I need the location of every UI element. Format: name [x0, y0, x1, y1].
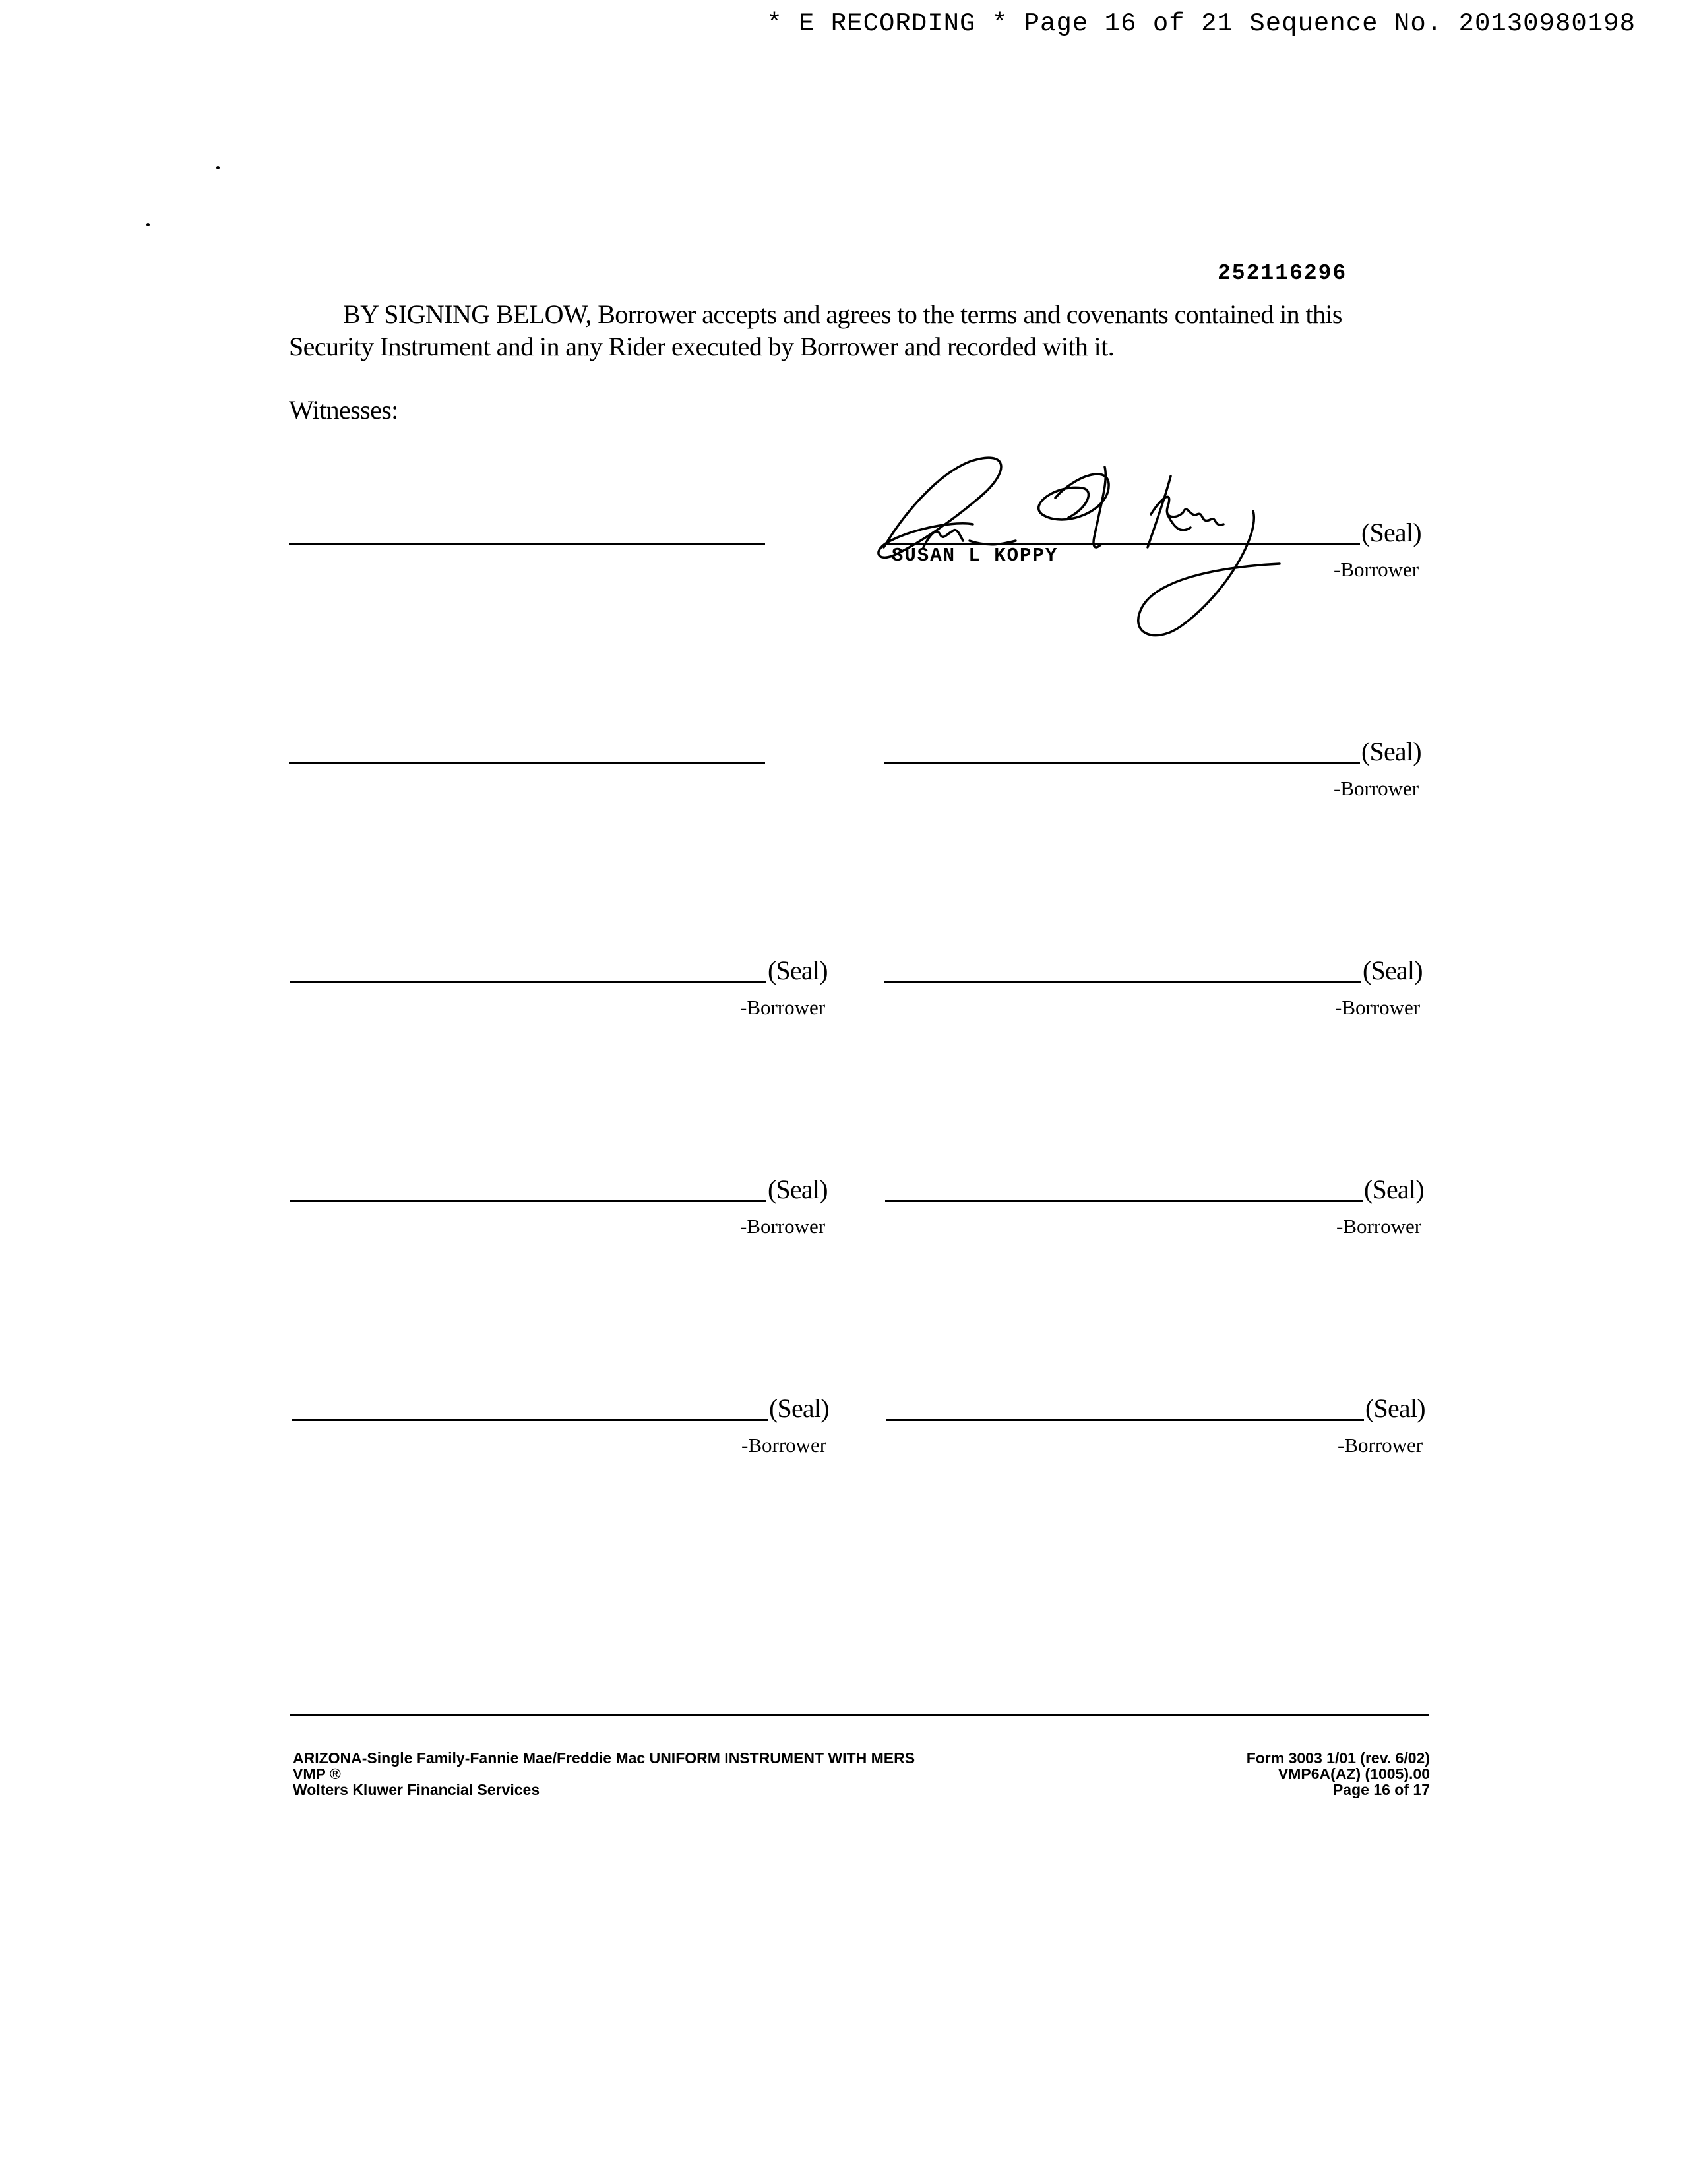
- borrower-signature-line: [885, 1200, 1363, 1202]
- borrower-signature-line: [884, 981, 1361, 983]
- footer-left-line3: Wolters Kluwer Financial Services: [293, 1781, 540, 1798]
- intro-text-line1: BY SIGNING BELOW, Borrower accepts and agrees to the terms and covenants contained in this: [343, 299, 1342, 329]
- footer-right-line2: VMP6A(AZ) (1005).00: [1278, 1765, 1430, 1782]
- loan-number: 252116296: [1218, 261, 1347, 286]
- borrower-signature-line: [290, 1200, 766, 1202]
- witness-signature-line: [289, 762, 765, 764]
- seal-label: (Seal): [768, 956, 828, 985]
- borrower-signature-line: [292, 1419, 768, 1421]
- borrower-signature-line: [886, 1419, 1364, 1421]
- handwritten-signature: [857, 435, 1319, 659]
- borrower-label: -Borrower: [1334, 558, 1419, 581]
- footer-form-number: [1247, 1750, 1430, 1798]
- seal-label: (Seal): [1363, 956, 1423, 985]
- borrower-signature-line: [290, 981, 766, 983]
- scan-speck: [146, 223, 150, 226]
- seal-label: (Seal): [768, 1174, 828, 1204]
- scan-speck: [216, 166, 220, 169]
- witnesses-label: Witnesses:: [289, 395, 398, 425]
- seal-label: (Seal): [1364, 1174, 1424, 1204]
- intro-paragraph: [289, 298, 1423, 363]
- footer-form-description: [293, 1750, 915, 1798]
- seal-label: (Seal): [1365, 1393, 1425, 1423]
- signer-name: SUSAN L KOPPY: [892, 545, 1059, 566]
- borrower-label: -Borrower: [741, 1434, 827, 1457]
- intro-text-line2: Security Instrument and in any Rider executed by Borrower and recorded with it.: [289, 332, 1115, 361]
- borrower-signature-line: [884, 762, 1360, 764]
- footer-right-line3: Page 16 of 17: [1332, 1781, 1430, 1798]
- footer-right-line1: Form 3003 1/01 (rev. 6/02): [1246, 1749, 1430, 1767]
- footer-left-line1: ARIZONA-Single Family-Fannie Mae/Freddie Mac UNIFORM INSTRUMENT WITH MERS: [293, 1749, 915, 1767]
- borrower-label: -Borrower: [1336, 1215, 1422, 1238]
- borrower-label: -Borrower: [740, 1215, 826, 1238]
- recording-header: * E RECORDING * Page 16 of 21 Sequence No. 20130980198: [766, 9, 1636, 38]
- seal-label: (Seal): [1361, 518, 1421, 547]
- borrower-label: -Borrower: [1335, 996, 1421, 1019]
- borrower-label: -Borrower: [1338, 1434, 1423, 1457]
- seal-label: (Seal): [769, 1393, 829, 1423]
- footer-rule: [290, 1714, 1429, 1716]
- seal-label: (Seal): [1361, 737, 1421, 766]
- footer-left-line2: VMP ®: [293, 1765, 341, 1782]
- borrower-label: -Borrower: [740, 996, 826, 1019]
- borrower-label: -Borrower: [1334, 777, 1419, 800]
- witness-signature-line: [289, 543, 765, 545]
